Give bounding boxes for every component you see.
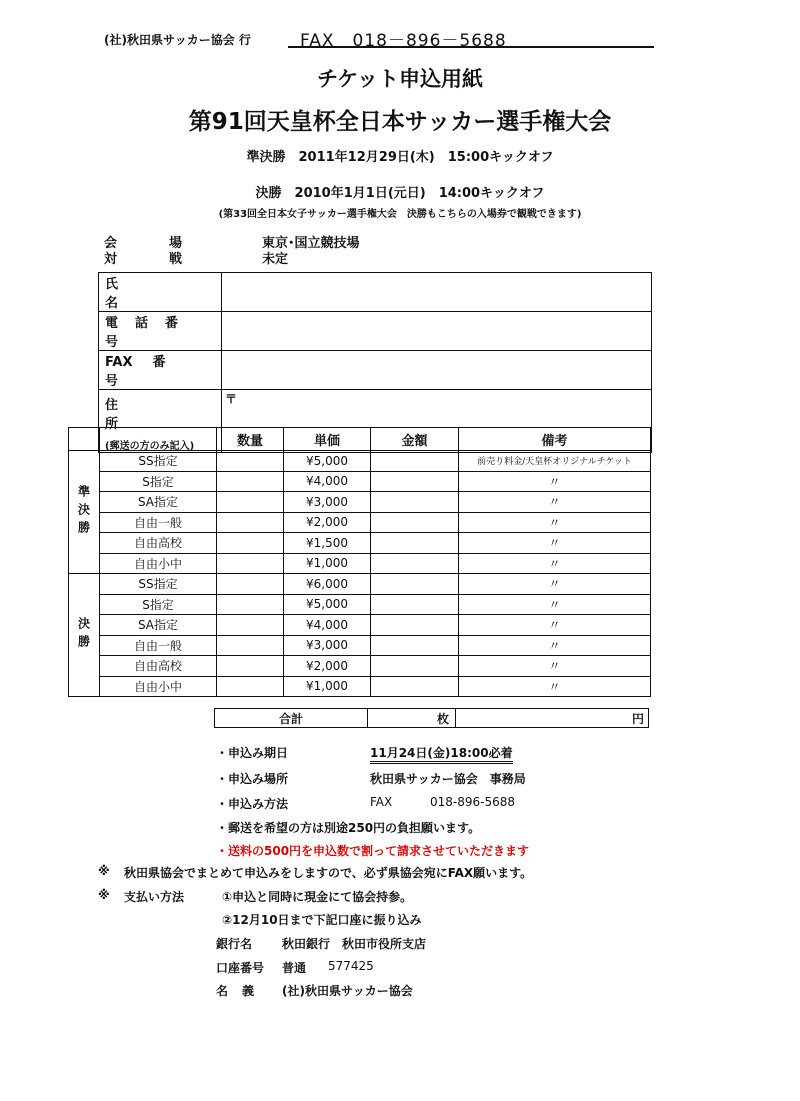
unit-price: ¥5,000	[284, 451, 371, 472]
unit-price: ¥2,000	[284, 512, 371, 533]
unit-price: ¥5,000	[284, 594, 371, 615]
seat-type: 自由一般	[100, 512, 217, 533]
quantity-cell[interactable]	[217, 594, 284, 615]
quantity-cell[interactable]	[217, 635, 284, 656]
header-remarks: 備考	[459, 428, 651, 451]
payment-option-2: ②12月10日まで下記口座に振り込み	[222, 913, 422, 927]
header-blank	[69, 428, 100, 451]
payment-option-1: ①申込と同時に現金にて協会持参。	[222, 890, 413, 904]
recipient-label: (社)秋田県サッカー協会 行	[104, 33, 251, 47]
deadline-value: 11月24日(金)18:00必着	[370, 744, 513, 764]
quantity-cell[interactable]	[217, 676, 284, 697]
remarks: 〃	[459, 635, 651, 656]
seat-type: SA指定	[100, 615, 217, 636]
header-quantity: 数量	[217, 428, 284, 451]
seat-type: 自由高校	[100, 533, 217, 554]
remarks: 〃	[459, 656, 651, 677]
shipping-note: ・送料の500円を申込数で割って請求させていただきます	[216, 844, 530, 858]
table-row	[69, 676, 651, 697]
remarks: 〃	[459, 471, 651, 492]
header-blank	[100, 428, 217, 451]
address-note: (郵送の方のみ記入)	[105, 441, 195, 452]
seat-type: 自由一般	[100, 635, 217, 656]
remarks: 〃	[459, 615, 651, 636]
table-header-row	[69, 428, 651, 451]
place-value: 秋田県サッカー協会 事務局	[370, 772, 526, 786]
fax-label: FAX 番号	[99, 351, 222, 390]
table-row	[69, 512, 651, 533]
remarks: 〃	[459, 676, 651, 697]
form-title: チケット申込用紙	[316, 67, 484, 91]
unit-price: ¥6,000	[284, 574, 371, 595]
event-title: 第91回天皇杯全日本サッカー選手権大会	[188, 109, 612, 135]
final-note: (第33回全日本女子サッカー選手権大会 決勝もこちらの入場券で観戦できます)	[218, 209, 582, 220]
table-row	[69, 553, 651, 574]
amount-cell[interactable]	[371, 594, 459, 615]
header-underline	[288, 46, 654, 48]
quantity-cell[interactable]	[217, 553, 284, 574]
header-unit-price: 単価	[284, 428, 371, 451]
unit-price: ¥4,000	[284, 615, 371, 636]
amount-cell[interactable]	[371, 676, 459, 697]
unit-price: ¥3,000	[284, 635, 371, 656]
quantity-cell[interactable]	[217, 512, 284, 533]
unit-price: ¥4,000	[284, 471, 371, 492]
seat-type: 自由小中	[100, 676, 217, 697]
amount-cell[interactable]	[371, 574, 459, 595]
address-label: 住所	[105, 398, 185, 432]
seat-type: 自由高校	[100, 656, 217, 677]
holder-label: 名義	[216, 984, 269, 998]
header-amount: 金額	[371, 428, 459, 451]
table-row	[69, 451, 651, 472]
unit-price: ¥1,000	[284, 553, 371, 574]
unit-price: ¥3,000	[284, 492, 371, 513]
table-row	[69, 635, 651, 656]
bank-value: 秋田銀行 秋田市役所支店	[282, 937, 427, 951]
seat-type: SS指定	[100, 451, 217, 472]
name-field[interactable]	[222, 273, 652, 312]
table-row	[69, 533, 651, 554]
total-count-unit: 枚	[368, 709, 456, 728]
seat-type: SS指定	[100, 574, 217, 595]
ticket-table	[68, 427, 651, 697]
method-label: ・申込み方法	[216, 797, 289, 811]
mail-note: ・郵送を希望の方は別途250円の負担願います。	[216, 821, 481, 835]
final-section-label: 決勝	[69, 574, 100, 697]
semifinal-section-label: 準決勝	[69, 451, 100, 574]
quantity-cell[interactable]	[217, 492, 284, 513]
unit-price: ¥1,500	[284, 533, 371, 554]
amount-cell[interactable]	[371, 471, 459, 492]
remarks: 〃	[459, 533, 651, 554]
deadline-label: ・申込み期日	[216, 746, 289, 760]
phone-field[interactable]	[222, 312, 652, 351]
total-yen-unit: 円	[456, 709, 649, 728]
table-row	[69, 615, 651, 636]
seat-type: S指定	[100, 471, 217, 492]
total-label: 合計	[215, 709, 368, 728]
quantity-cell[interactable]	[217, 574, 284, 595]
account-number: 577425	[328, 959, 374, 973]
unit-price: ¥2,000	[284, 656, 371, 677]
fax-number-header: FAX 018－896－5688	[300, 31, 507, 51]
seat-type: 自由小中	[100, 553, 217, 574]
holder-value: (社)秋田県サッカー協会	[282, 984, 413, 998]
postal-mark: 〒	[225, 392, 238, 406]
remarks: 〃	[459, 553, 651, 574]
note-mark-2: ※	[98, 888, 110, 902]
account-label: 口座番号	[216, 961, 265, 975]
fax-field[interactable]	[222, 351, 652, 390]
phone-label: 電話番号	[99, 312, 222, 351]
venue-value: 東京･国立競技場	[262, 236, 360, 251]
unit-price: ¥1,000	[284, 676, 371, 697]
quantity-cell[interactable]	[217, 615, 284, 636]
quantity-cell[interactable]	[217, 471, 284, 492]
semifinal-date: 準決勝 2011年12月29日(木) 15:00キックオフ	[246, 150, 554, 165]
payment-label: 支払い方法	[124, 890, 185, 904]
table-row	[69, 492, 651, 513]
total-table	[214, 708, 649, 728]
account-type: 普通	[282, 961, 307, 975]
amount-cell[interactable]	[371, 492, 459, 513]
name-label: 氏名	[99, 273, 222, 312]
method-number: 018-896-5688	[430, 795, 516, 809]
remarks: 〃	[459, 492, 651, 513]
quantity-cell[interactable]	[217, 656, 284, 677]
remarks: 前売り料金/天皇杯オリジナルチケット	[459, 451, 651, 472]
table-row	[69, 594, 651, 615]
remarks: 〃	[459, 512, 651, 533]
amount-cell[interactable]	[371, 553, 459, 574]
method-fax: FAX	[370, 795, 393, 809]
matchup-value: 未定	[262, 252, 289, 267]
note-mark-1: ※	[98, 864, 110, 878]
matchup-label: 対戦	[104, 252, 235, 267]
seat-type: SA指定	[100, 492, 217, 513]
quantity-cell[interactable]	[217, 533, 284, 554]
table-row	[69, 574, 651, 595]
bank-label: 銀行名	[216, 937, 253, 951]
venue-label: 会場	[104, 236, 235, 251]
bulk-note: 秋田県協会でまとめて申込みをしますので、必ず県協会宛にFAX願います。	[124, 866, 533, 880]
applicant-form	[98, 272, 652, 453]
remarks: 〃	[459, 574, 651, 595]
amount-cell[interactable]	[371, 512, 459, 533]
final-date: 決勝 2010年1月1日(元日) 14:00キックオフ	[255, 186, 545, 201]
amount-cell[interactable]	[371, 615, 459, 636]
amount-cell[interactable]	[371, 656, 459, 677]
place-label: ・申込み場所	[216, 772, 289, 786]
amount-cell[interactable]	[371, 635, 459, 656]
seat-type: S指定	[100, 594, 217, 615]
amount-cell[interactable]	[371, 451, 459, 472]
remarks: 〃	[459, 594, 651, 615]
table-row	[69, 471, 651, 492]
quantity-cell[interactable]	[217, 451, 284, 472]
table-row	[69, 656, 651, 677]
amount-cell[interactable]	[371, 533, 459, 554]
